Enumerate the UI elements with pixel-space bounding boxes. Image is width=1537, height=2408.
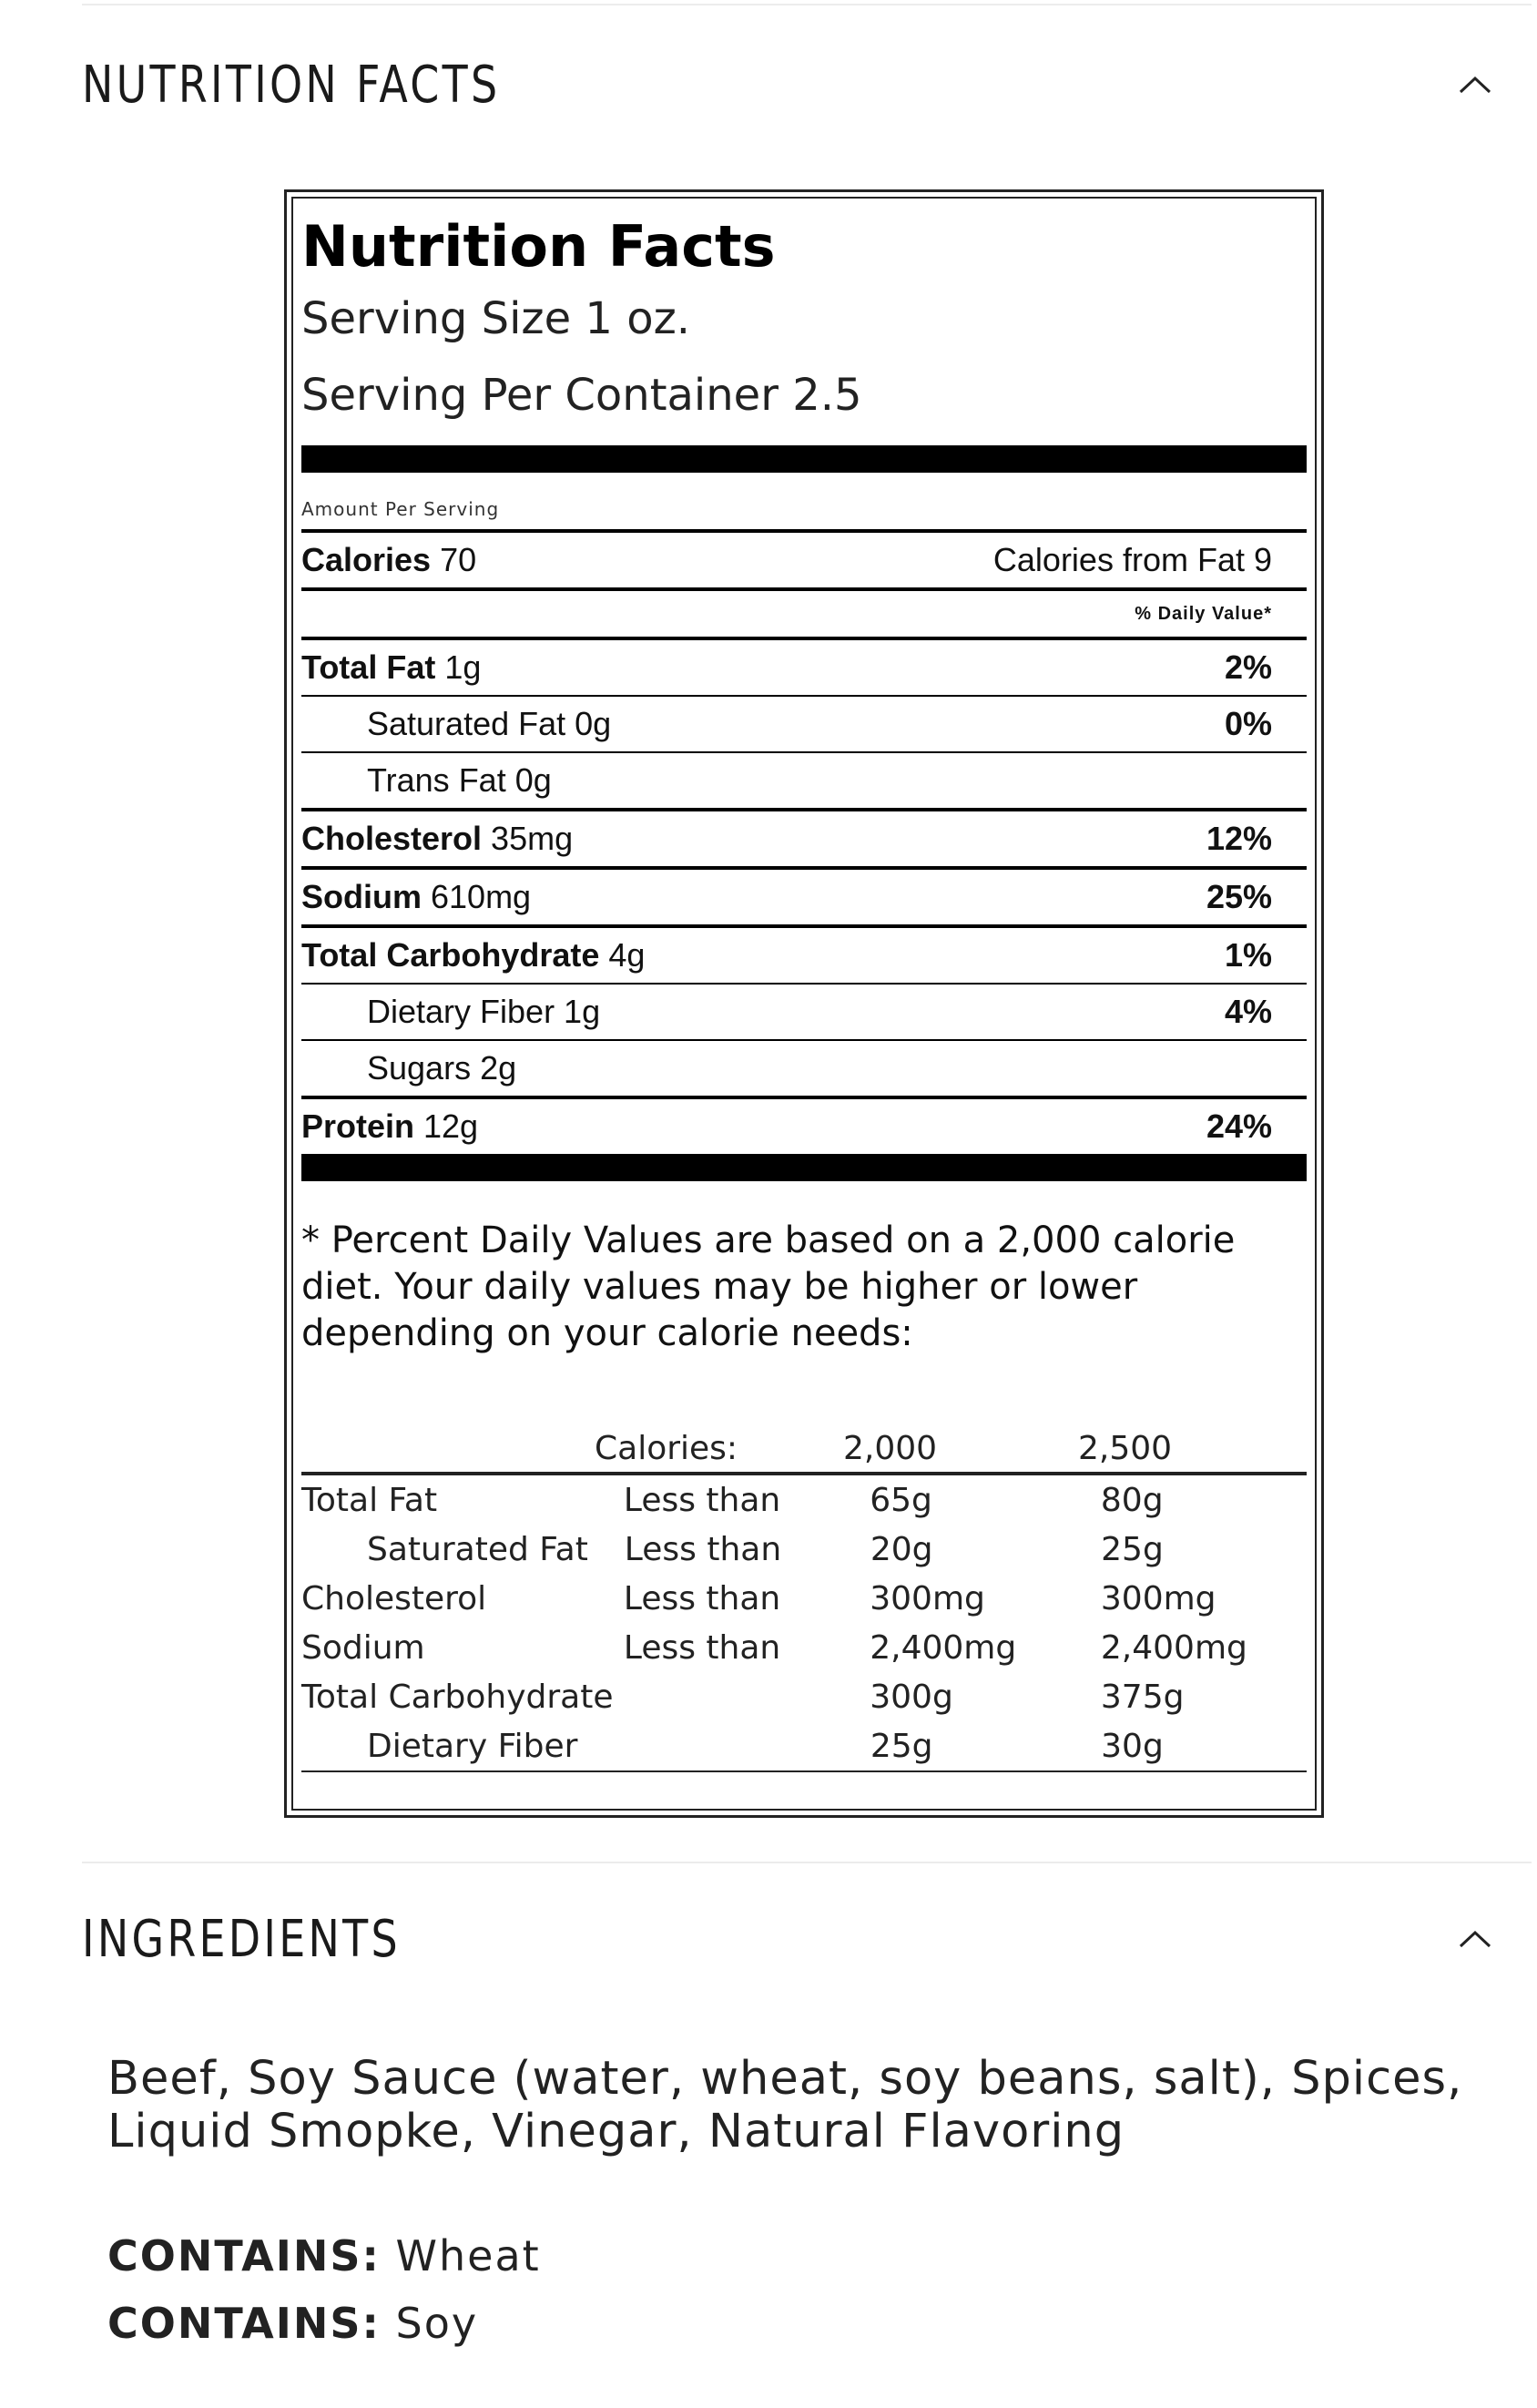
nutrient-name: Dietary Fiber 1g [367,993,601,1030]
daily-value-header: % Daily Value* [1135,603,1272,624]
dv-header-cell: 2,000 [843,1429,938,1467]
nutrient-name: Protein [301,1107,415,1145]
nutrient-name: Saturated Fat 0g [367,705,612,742]
footnote: * Percent Daily Values are based on a 2,000 calorie diet. Your daily values may be higher or lower depending on your calorie needs: [301,1219,1236,1354]
dv-table-row [301,1623,1307,1672]
dv-cell: 300mg [1100,1579,1216,1617]
calories-row [301,529,1307,587]
nutrient-name: Total Carbohydrate [301,936,600,974]
nutrient-amount: 610mg [422,878,532,915]
dv-table-row [301,1475,1307,1525]
dv-cell: 2,400mg [1100,1628,1247,1667]
dv-cell: Cholesterol [301,1579,487,1617]
contains-line [107,2231,541,2280]
calories-label: Calories [301,541,432,578]
dv-cell: Total Fat [301,1481,438,1519]
chevron-up-icon[interactable] [1448,57,1502,112]
nutrient-pct: 4% [1224,993,1272,1030]
nutrient-row [301,924,1307,983]
contains-value: Wheat [380,2231,541,2280]
dv-cell: 80g [1100,1481,1164,1519]
dv-cell: 2,400mg [870,1628,1017,1667]
dv-cell: Saturated Fat [367,1530,588,1568]
dv-cell: 300g [870,1678,953,1716]
nutrient-row [301,1096,1307,1154]
nutrient-pct: 0% [1224,705,1272,742]
nutrient-name: Cholesterol [301,820,483,857]
amount-per-serving: Amount Per Serving [301,498,500,520]
nutrient-amount: 35mg [482,820,574,857]
dv-cell: 25g [1101,1530,1164,1568]
nutrient-pct: 25% [1206,878,1272,915]
nutrient-name: Sugars 2g [367,1049,517,1087]
nutrient-pct: 1% [1224,936,1272,974]
nutrition-section-title: NUTRITION FACTS [82,55,501,115]
dv-table-row [301,1721,1307,1772]
nutrient-row [301,983,1307,1039]
dv-table-header [301,1424,1307,1475]
dv-cell: Sodium [301,1628,425,1667]
label-title: Nutrition Facts [301,213,776,280]
nutrition-section-header[interactable] [82,44,1502,126]
servings-per-container: Serving Per Container 2.5 [301,370,862,421]
thick-divider [301,1154,1307,1181]
nutrient-name: Sodium [301,878,422,915]
dv-cell: Total Carbohydrate [301,1678,614,1716]
section-divider [82,1862,1532,1863]
ingredients-section-header[interactable] [82,1898,1502,1980]
daily-value-header-row [301,587,1307,637]
ingredients-text: Beef, Soy Sauce (water, wheat, soy beans, salt), Spices, Liquid Smopke, Vinegar, Natural Flavoring [107,2052,1463,2158]
dv-table-row [301,1672,1307,1721]
contains-line [107,2299,478,2348]
dv-header-cell: 2,500 [1078,1429,1173,1467]
serving-size: Serving Size 1 oz. [301,293,691,344]
dv-cell: Less than [623,1628,781,1667]
daily-value-table [301,1424,1307,1772]
dv-cell: 300mg [870,1579,985,1617]
dv-cell: 375g [1100,1678,1185,1716]
dv-header-cell: Calories: [595,1429,738,1467]
nutrient-pct: 12% [1206,820,1272,857]
chevron-up-icon[interactable] [1448,1912,1502,1966]
dv-cell: 30g [1101,1727,1164,1765]
ingredients-section-title: INGREDIENTS [82,1909,401,1969]
dv-cell: 25g [870,1727,933,1765]
nutrient-pct: 24% [1206,1107,1272,1145]
dv-cell: 20g [870,1530,933,1568]
contains-label: CONTAINS: [107,2299,381,2348]
dv-cell: Less than [623,1481,781,1519]
nutrient-row [301,808,1307,866]
contains-label: CONTAINS: [107,2231,381,2280]
dv-table-row [301,1525,1307,1574]
nutrient-row [301,637,1307,695]
calories-from-fat: Calories from Fat 9 [992,541,1272,578]
calories-value: 70 [431,541,477,578]
dv-cell: Less than [624,1530,782,1568]
nutrient-row [301,695,1307,751]
thick-divider [301,445,1307,473]
dv-table-row [301,1574,1307,1623]
nutrient-pct: 2% [1224,648,1272,686]
nutrient-amount: 1g [435,648,482,686]
dv-cell: 65g [870,1481,932,1519]
nutrition-label [284,189,1324,1818]
dv-cell: Dietary Fiber [367,1727,578,1765]
nutrient-name: Trans Fat 0g [367,761,552,799]
nutrient-name: Total Fat [301,648,436,686]
nutrient-row [301,751,1307,808]
nutrient-row [301,1039,1307,1096]
nutrient-amount: 4g [599,936,646,974]
top-divider [82,4,1532,5]
nutrient-amount: 12g [414,1107,479,1145]
dv-cell: Less than [623,1579,781,1617]
nutrient-row [301,866,1307,924]
contains-value: Soy [380,2299,479,2348]
